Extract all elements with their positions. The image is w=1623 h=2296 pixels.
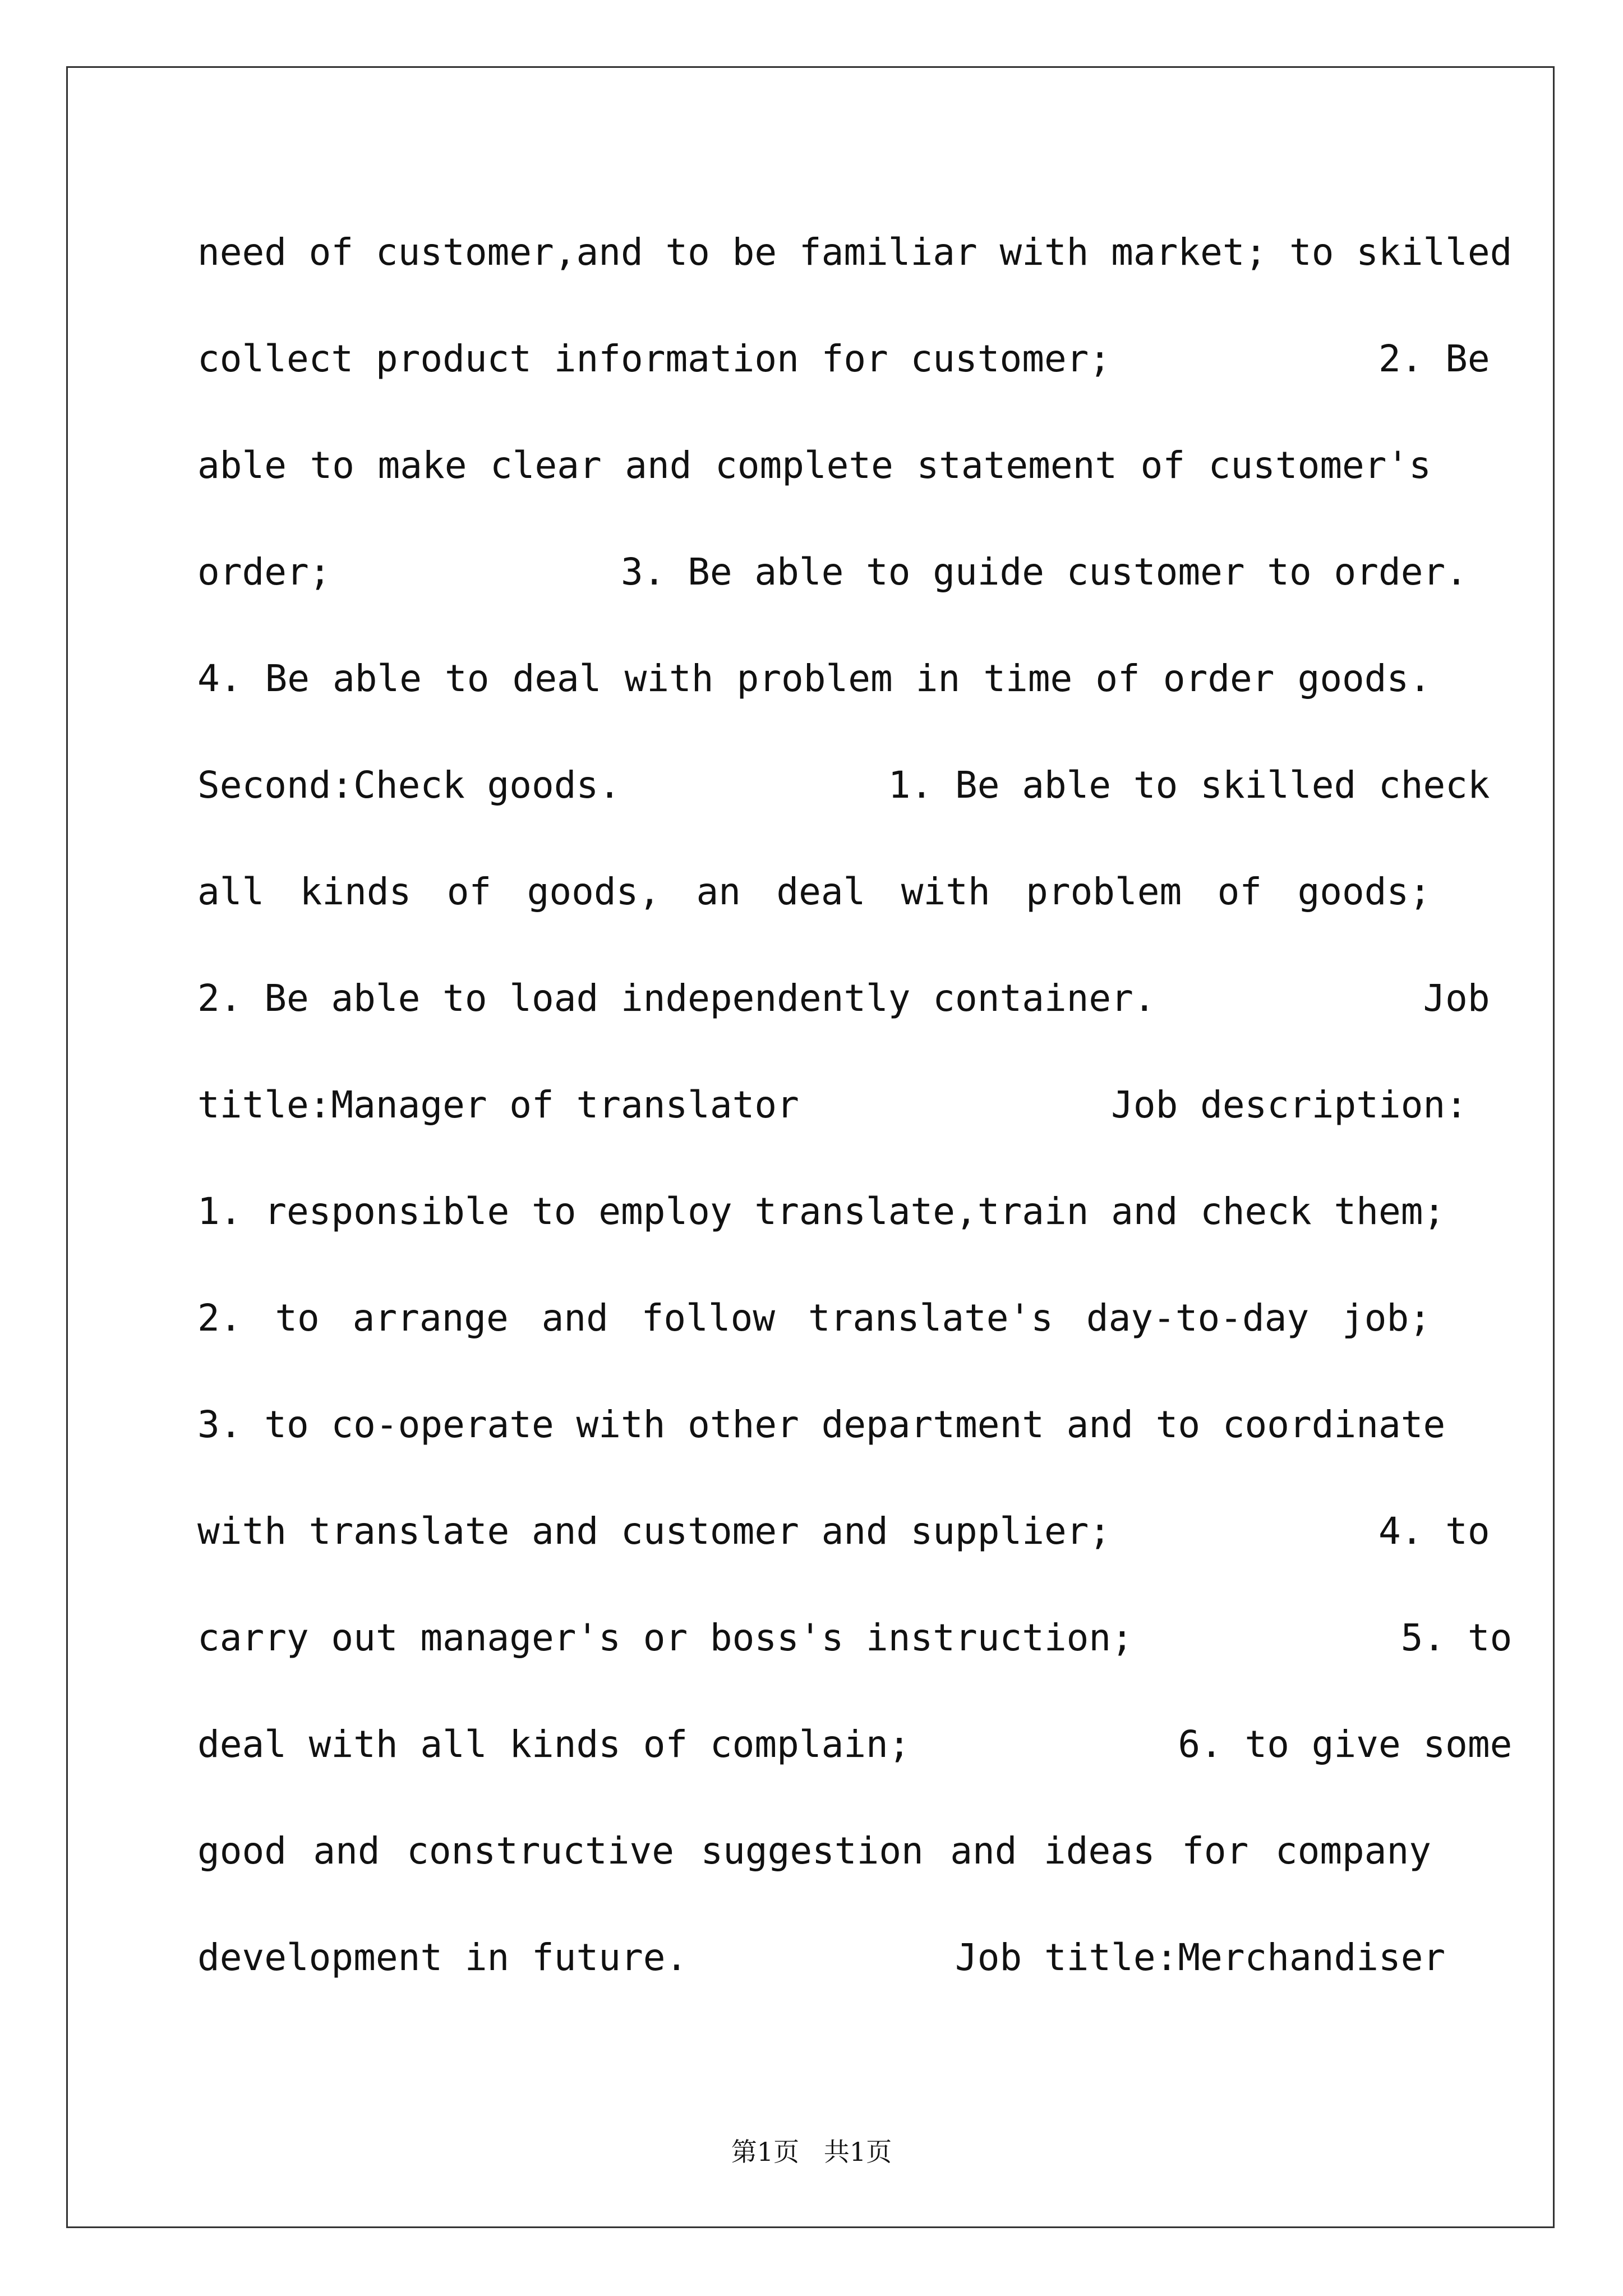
body-line: 1. responsible to employ translate,train and check them; (197, 1190, 1446, 1233)
body-line: carry out manager's or boss's instruction; 5. to (197, 1616, 1513, 1659)
body-line: need of customer,and to be familiar with market; to skilled (197, 231, 1513, 274)
body-line: able to make clear and complete statement of customer's (197, 444, 1431, 487)
body-line: Second:Check goods. 1. Be able to skilled check (197, 763, 1490, 807)
body-line: good and constructive suggestion and ideas for company (197, 1829, 1431, 1872)
document-body (197, 227, 1513, 2039)
body-line: 2. to arrange and follow translate's day-to-day job; (197, 1296, 1431, 1340)
body-line: all kinds of goods, an deal with problem of goods; (197, 870, 1431, 913)
body-line: collect product information for customer; 2. Be (197, 337, 1490, 380)
body-line: 3. to co-operate with other department and to coordinate (197, 1403, 1446, 1446)
body-line: 4. Be able to deal with problem in time of order goods. (197, 657, 1431, 700)
page-number-footer: 第1页 共1页 (731, 2137, 892, 2167)
body-line: deal with all kinds of complain; 6. to give some (197, 1723, 1513, 1766)
body-line: title:Manager of translator Job description: (197, 1083, 1468, 1126)
body-line: development in future. Job title:Merchandiser (197, 1936, 1446, 1979)
body-line: with translate and customer and supplier; 4. to (197, 1510, 1490, 1553)
body-line: order; 3. Be able to guide customer to order. (197, 550, 1468, 593)
body-line: 2. Be able to load independently container. Job (197, 977, 1490, 1020)
